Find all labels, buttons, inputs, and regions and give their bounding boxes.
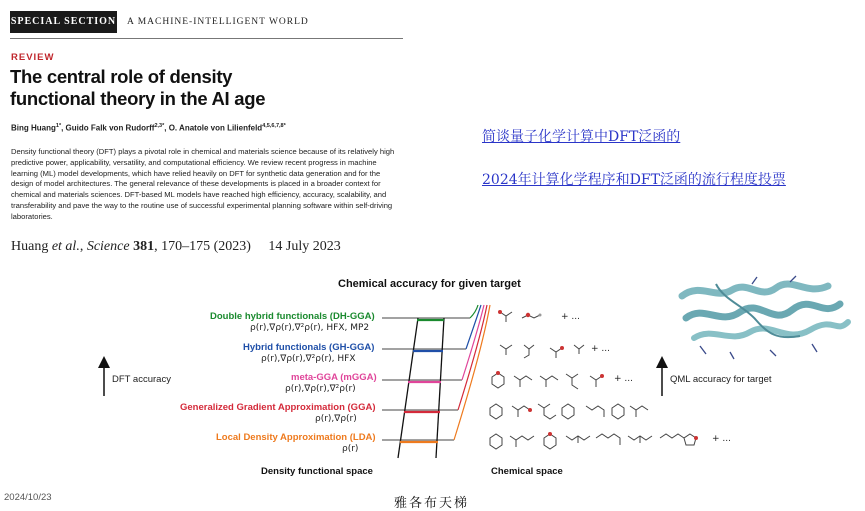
article-title: The central role of density functional theory in the AI age <box>10 66 266 109</box>
author-list: Bing Huang$^{1*}$, Guido Falk von Rudorff$^{2,3*}$, O. Anatole von Lilienfeld$^{4,5,6,7,8*}$ <box>11 123 286 133</box>
citation: Huang et al., Science 381, 170–175 (2023) 14 July 2023 <box>11 239 341 254</box>
rung-label-mgga: meta-GGA (mGGA) <box>291 372 377 383</box>
accuracy-curves <box>454 305 490 440</box>
molecule-ellipsis: + ... <box>561 312 580 322</box>
citation-volume: 381 <box>133 239 155 254</box>
molecule-ellipsis: + ... <box>591 344 610 354</box>
section-name: A MACHINE-INTELLIGENT WORLD <box>127 17 309 27</box>
author-affiliation: 2,3* <box>154 123 165 129</box>
rung-label-dh-gga: Double hybrid functionals (DH-GGA) <box>210 311 375 322</box>
rung-terms-gh-gga: ρ(r),∇ρ(r),∇²ρ(r), HFX <box>261 354 356 364</box>
article-type-label: REVIEW <box>11 52 55 63</box>
special-section-badge: SPECIAL SECTION <box>10 11 117 33</box>
author-name: Bing Huang <box>11 123 56 133</box>
citation-pages: 170–175 (2023) <box>161 239 251 254</box>
rung-terms-gga: ρ(r),∇ρ(r) <box>315 414 357 424</box>
author-name: Guido Falk von Rudorff <box>65 123 155 133</box>
rung-terms-mgga: ρ(r),∇ρ(r),∇²ρ(r) <box>285 384 356 394</box>
citation-date: 14 July 2023 <box>268 239 341 254</box>
article-abstract: Density functional theory (DFT) plays a pivotal role in chemical and materials science because of its relatively high predictive power, applicability, versatility, and computational efficiency. We review recent progress in machine learning (ML) model developments, which have relied heavily on DFT for synthetic data generation and for the design of model architectures. The general relevance of these developments is placed in a broader context for chemical and materials sciences. DFT-based ML models have reached high efficiency, accuracy, scalability, and transferability and pave the way to the routine use of successful experimental planning software within self-driving laboratories. <box>11 147 395 221</box>
molecule-ellipsis: + ... <box>712 434 731 444</box>
ladder-rails <box>398 318 444 458</box>
rung-label-gga: Generalized Gradient Approximation (GGA) <box>180 402 376 413</box>
article-link-dft-poll[interactable]: 2024年计算化学程序和DFT泛函的流行程度投票 <box>482 172 786 188</box>
rung-label-gh-gga: Hybrid functionals (GH-GGA) <box>243 342 375 353</box>
ladder-lines <box>382 318 470 440</box>
figure-title: Chemical accuracy for given target <box>338 278 521 290</box>
author-affiliation: 4,5,6,7,8* <box>262 123 286 129</box>
citation-author: Huang <box>11 239 49 254</box>
dft-accuracy-label: DFT accuracy <box>112 374 171 385</box>
axis-arrows <box>104 362 662 396</box>
citation-etal: et al. <box>51 239 80 254</box>
article-link-dft-intro[interactable]: 简谈量子化学计算中DFT泛函的 <box>482 129 681 145</box>
molecule-ellipsis: + ... <box>614 374 633 384</box>
molecule-row-4 <box>490 404 648 419</box>
rung-label-lda: Local Density Approximation (LDA) <box>216 432 376 443</box>
citation-journal: Science <box>86 239 130 254</box>
qml-accuracy-label: QML accuracy for target <box>670 374 772 385</box>
slide-date: 2024/10/23 <box>4 492 52 503</box>
author-affiliation: 1* <box>55 123 62 129</box>
molecule-row-3 <box>492 371 604 389</box>
density-functional-space-label: Density functional space <box>261 466 373 477</box>
rung-terms-lda: ρ(r) <box>342 444 359 454</box>
chemical-space-label: Chemical space <box>491 466 563 477</box>
molecule-row-1 <box>498 310 542 322</box>
protein-structure <box>682 276 848 359</box>
slide-signature: 雅各布天梯 <box>394 496 470 511</box>
rung-terms-dh-gga: ρ(r),∇ρ(r),∇²ρ(r), HFX, MP2 <box>250 323 370 333</box>
author-name: O. Anatole von Lilienfeld <box>168 123 263 133</box>
molecule-row-5 <box>490 432 698 449</box>
molecule-rows <box>490 310 698 449</box>
molecule-row-2 <box>500 345 584 358</box>
